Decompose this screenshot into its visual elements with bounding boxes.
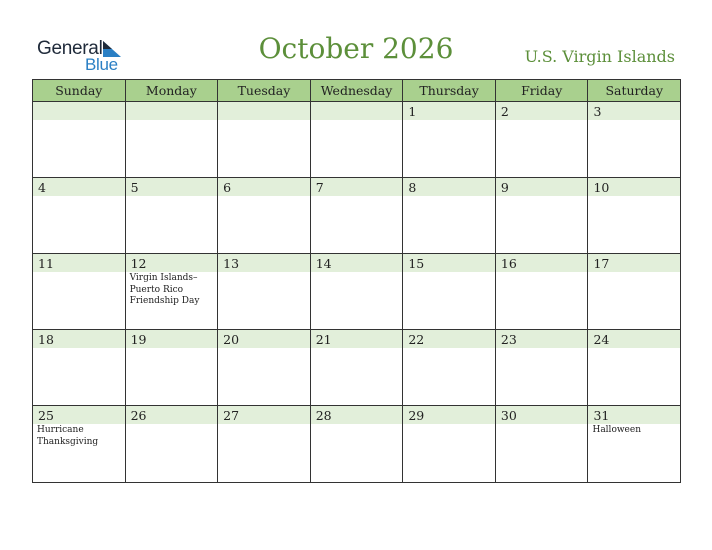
weekday-wednesday: Wednesday: [311, 80, 404, 102]
day-cell: [218, 330, 311, 406]
day-cell: [33, 406, 126, 483]
weekday-sunday: Sunday: [33, 80, 126, 102]
day-number: 13: [223, 256, 240, 271]
day-number-band: [311, 178, 403, 196]
day-cell: [311, 406, 404, 483]
holiday-label: Hurricane Thanksgiving: [37, 425, 99, 447]
calendar-title: October 2026: [258, 32, 454, 65]
day-number-band: [126, 178, 218, 196]
day-cell: [496, 330, 589, 406]
day-number-band: [496, 178, 588, 196]
day-cell: [588, 330, 681, 406]
day-cell: [311, 178, 404, 254]
day-number: 1: [408, 104, 417, 119]
day-cell: [218, 102, 311, 178]
day-number-band: [403, 178, 495, 196]
day-cell: [496, 406, 589, 483]
day-number: 24: [593, 332, 610, 347]
holiday-label: Virgin Islands–Puerto Rico Friendship Day: [129, 273, 200, 306]
day-number: 20: [223, 332, 240, 347]
day-number: 12: [130, 256, 147, 271]
day-number: 30: [500, 408, 517, 423]
day-number: 4: [38, 180, 46, 195]
day-number: 11: [38, 256, 54, 271]
day-cell: [496, 102, 589, 178]
calendar-weeks: [33, 102, 681, 483]
day-cell: [126, 178, 219, 254]
day-cell: [403, 254, 496, 330]
day-number-band: [126, 102, 218, 120]
day-cell: [588, 178, 681, 254]
weekday-thursday: Thursday: [403, 80, 496, 102]
day-cell: [126, 254, 219, 330]
day-number: 19: [130, 332, 147, 347]
day-cell: [588, 406, 681, 483]
day-number: 27: [223, 408, 240, 423]
day-number: 9: [500, 180, 509, 195]
day-cell: [218, 254, 311, 330]
day-cell: [403, 330, 496, 406]
day-cell: [126, 102, 219, 178]
day-number-band: [33, 102, 125, 120]
day-number: 21: [315, 332, 332, 347]
day-cell: [403, 102, 496, 178]
day-number: 10: [593, 180, 610, 195]
calendar-week: [33, 178, 681, 254]
day-cell: [403, 178, 496, 254]
day-cell: [496, 254, 589, 330]
day-number-band: [403, 102, 495, 120]
day-cell: [496, 178, 589, 254]
day-number: 28: [315, 408, 332, 423]
region-label: U.S. Virgin Islands: [524, 47, 675, 66]
day-number: 14: [315, 256, 332, 271]
day-number: 8: [408, 180, 417, 195]
calendar-week: [33, 406, 681, 483]
day-number-band: [588, 102, 680, 120]
day-number-band: [33, 178, 125, 196]
day-cell: [311, 254, 404, 330]
day-cell: [126, 406, 219, 483]
day-number: 18: [38, 332, 54, 347]
day-number-band: [496, 102, 588, 120]
day-number: 17: [593, 256, 610, 271]
calendar-grid: [32, 79, 681, 483]
holiday-label: Halloween: [592, 425, 642, 435]
day-number-band: [218, 102, 310, 120]
day-cell: [33, 102, 126, 178]
day-cell: [588, 254, 681, 330]
day-number: 7: [315, 180, 324, 195]
day-cell: [33, 254, 126, 330]
weekday-friday: Friday: [496, 80, 589, 102]
day-cell: [33, 178, 126, 254]
day-number: 29: [408, 408, 425, 423]
weekday-monday: Monday: [126, 80, 219, 102]
weekday-tuesday: Tuesday: [218, 80, 311, 102]
day-cell: [218, 406, 311, 483]
calendar-week: [33, 254, 681, 330]
weekday-header: [33, 80, 681, 102]
day-cell: [218, 178, 311, 254]
day-number: 6: [223, 180, 232, 195]
calendar-week: [33, 102, 681, 178]
day-cell: [311, 330, 404, 406]
day-cell: [588, 102, 681, 178]
logo-blue-text: Blue: [85, 55, 118, 74]
day-number: 5: [130, 180, 139, 195]
weekday-saturday: Saturday: [588, 80, 681, 102]
day-number-band: [311, 102, 403, 120]
day-cell: [33, 330, 126, 406]
day-cell: [403, 406, 496, 483]
day-cell: [311, 102, 404, 178]
day-number: 23: [500, 332, 517, 347]
day-number: 25: [38, 408, 54, 423]
day-number: 3: [593, 104, 602, 119]
calendar-week: [33, 330, 681, 406]
day-number: 22: [408, 332, 425, 347]
day-cell: [126, 330, 219, 406]
day-number: 16: [500, 256, 517, 271]
day-number: 2: [500, 104, 509, 119]
day-number-band: [218, 178, 310, 196]
day-number: 15: [408, 256, 425, 271]
day-number: 26: [130, 408, 147, 423]
logo-general-text: General: [37, 38, 103, 59]
day-number: 31: [593, 408, 610, 423]
